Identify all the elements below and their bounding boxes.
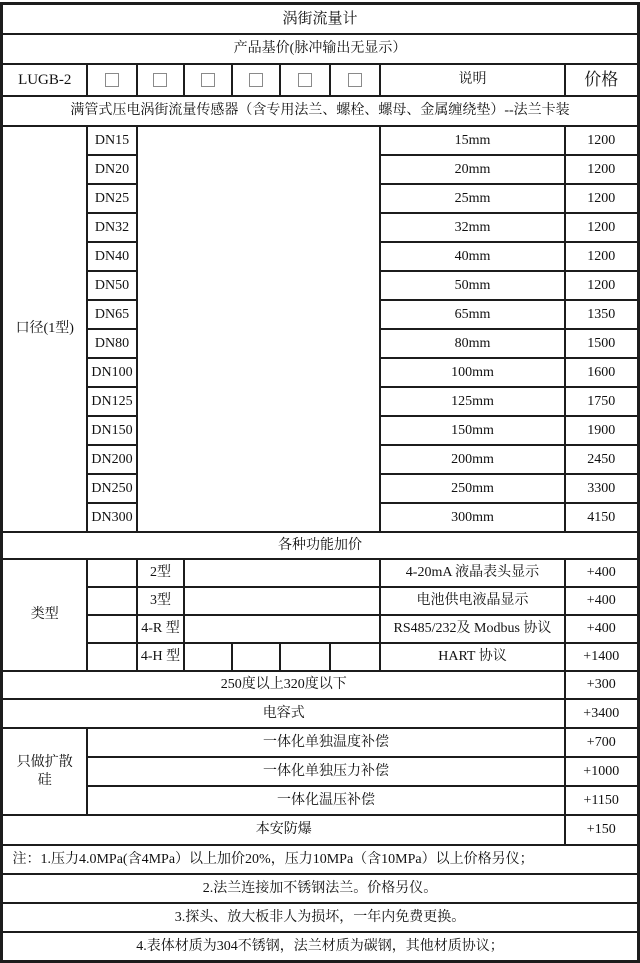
dn-code-cell: DN15 [87, 126, 137, 155]
dn-price-cell: 3300 [565, 474, 638, 503]
dn-size-cell: 300mm [380, 503, 565, 532]
sensor-description: 满管式压电涡街流量传感器（含专用法兰、螺栓、螺母、金属缠绕垫）--法兰卡装 [2, 96, 638, 126]
type-name-cell: 2型 [137, 559, 184, 587]
dn-code-cell: DN32 [87, 213, 137, 242]
checkbox-cell[interactable] [232, 64, 280, 96]
price-table [0, 2, 639, 963]
type-name-cell: 4-R 型 [137, 615, 184, 643]
model-cell: LUGB-2 [2, 64, 87, 96]
type-price-cell: +400 [565, 615, 638, 643]
table-title: 涡街流量计 [2, 4, 638, 35]
dn-size-cell: 125mm [380, 387, 565, 416]
dn-code-cell: DN25 [87, 184, 137, 213]
capacitive-desc-cell: 电容式 [2, 699, 565, 728]
dn-code-cell: DN100 [87, 358, 137, 387]
dn-price-cell: 1200 [565, 184, 638, 213]
note-row: 3.探头、放大板非人为损坏，一年内免费更换。 [2, 903, 638, 932]
intrinsic-safety-price-cell: +150 [565, 815, 638, 845]
dn-code-cell: DN200 [87, 445, 137, 474]
dn-size-cell: 20mm [380, 155, 565, 184]
checkbox-cell[interactable] [330, 64, 380, 96]
intrinsic-safety-desc-cell: 本安防爆 [2, 815, 565, 845]
type-middle-cell [184, 559, 380, 587]
high-temp-price-cell: +300 [565, 671, 638, 699]
dn-size-cell: 250mm [380, 474, 565, 503]
silicon-desc-cell: 一体化单独压力补偿 [87, 757, 565, 786]
dn-empty-cell [137, 126, 380, 532]
price-header: 价格 [565, 64, 638, 96]
dn-code-cell: DN80 [87, 329, 137, 358]
dn-size-cell: 50mm [380, 271, 565, 300]
dn-code-cell: DN125 [87, 387, 137, 416]
type-small-cell [232, 643, 280, 671]
silicon-price-cell: +1150 [565, 786, 638, 815]
dn-code-cell: DN20 [87, 155, 137, 184]
dn-code-cell: DN50 [87, 271, 137, 300]
type-price-cell: +400 [565, 559, 638, 587]
dn-size-cell: 150mm [380, 416, 565, 445]
type-desc-cell: RS485/232及 Modbus 协议 [380, 615, 565, 643]
silicon-desc-cell: 一体化温压补偿 [87, 786, 565, 815]
dn-size-cell: 100mm [380, 358, 565, 387]
dn-price-cell: 1350 [565, 300, 638, 329]
type-price-cell: +1400 [565, 643, 638, 671]
type-small-cell [280, 643, 330, 671]
type-label-cell: 类型 [2, 559, 87, 671]
checkbox-cell[interactable] [184, 64, 232, 96]
type-empty-cell [87, 587, 137, 615]
silicon-price-cell: +700 [565, 728, 638, 757]
high-temp-desc-cell: 250度以上320度以下 [2, 671, 565, 699]
dn-size-cell: 200mm [380, 445, 565, 474]
dn-code-cell: DN65 [87, 300, 137, 329]
silicon-desc-cell: 一体化单独温度补偿 [87, 728, 565, 757]
dn-price-cell: 1600 [565, 358, 638, 387]
type-middle-cell [184, 587, 380, 615]
note-row: 4.表体材质为304不锈钢，法兰材质为碳钢，其他材质协议； [2, 932, 638, 962]
dn-size-cell: 25mm [380, 184, 565, 213]
type-empty-cell [87, 615, 137, 643]
dn-price-cell: 4150 [565, 503, 638, 532]
type-name-cell: 4-H 型 [137, 643, 184, 671]
type-empty-cell [87, 559, 137, 587]
checkbox-icon[interactable] [348, 73, 362, 87]
dn-price-cell: 1500 [565, 329, 638, 358]
type-small-cell [330, 643, 380, 671]
silicon-label-cell: 只做扩散硅 [2, 728, 87, 815]
dn-size-cell: 80mm [380, 329, 565, 358]
type-small-cell [184, 643, 232, 671]
note-row: 2.法兰连接加不锈钢法兰。价格另仪。 [2, 874, 638, 903]
checkbox-icon[interactable] [249, 73, 263, 87]
dn-size-cell: 15mm [380, 126, 565, 155]
dn-price-cell: 1900 [565, 416, 638, 445]
checkbox-cell[interactable] [87, 64, 137, 96]
type-desc-cell: 4-20mA 液晶表头显示 [380, 559, 565, 587]
type-name-cell: 3型 [137, 587, 184, 615]
dn-code-cell: DN300 [87, 503, 137, 532]
dn-price-cell: 1200 [565, 126, 638, 155]
dn-code-cell: DN40 [87, 242, 137, 271]
dn-price-cell: 1200 [565, 213, 638, 242]
type-middle-cell [184, 615, 380, 643]
type-price-cell: +400 [565, 587, 638, 615]
type-empty-cell [87, 643, 137, 671]
addon-section-header: 各种功能加价 [2, 532, 638, 559]
checkbox-icon[interactable] [153, 73, 167, 87]
dn-code-cell: DN150 [87, 416, 137, 445]
dn-price-cell: 2450 [565, 445, 638, 474]
checkbox-cell[interactable] [137, 64, 184, 96]
desc-header: 说明 [380, 64, 565, 96]
checkbox-icon[interactable] [298, 73, 312, 87]
dn-price-cell: 1200 [565, 242, 638, 271]
dn-size-cell: 40mm [380, 242, 565, 271]
type-desc-cell: HART 协议 [380, 643, 565, 671]
dn-size-cell: 32mm [380, 213, 565, 242]
diameter-label-cell: 口径(1型) [2, 126, 87, 532]
dn-price-cell: 1200 [565, 271, 638, 300]
silicon-price-cell: +1000 [565, 757, 638, 786]
base-price-header: 产品基价(脉冲输出无显示） [2, 34, 638, 64]
type-desc-cell: 电池供电液晶显示 [380, 587, 565, 615]
dn-code-cell: DN250 [87, 474, 137, 503]
checkbox-icon[interactable] [201, 73, 215, 87]
note-row: 注：1.压力4.0MPa(含4MPa）以上加价20%，压力10MPa（含10MPa）以上价格另仪； [2, 845, 638, 874]
capacitive-price-cell: +3400 [565, 699, 638, 728]
dn-price-cell: 1750 [565, 387, 638, 416]
checkbox-cell[interactable] [280, 64, 330, 96]
dn-price-cell: 1200 [565, 155, 638, 184]
dn-size-cell: 65mm [380, 300, 565, 329]
checkbox-icon[interactable] [105, 73, 119, 87]
